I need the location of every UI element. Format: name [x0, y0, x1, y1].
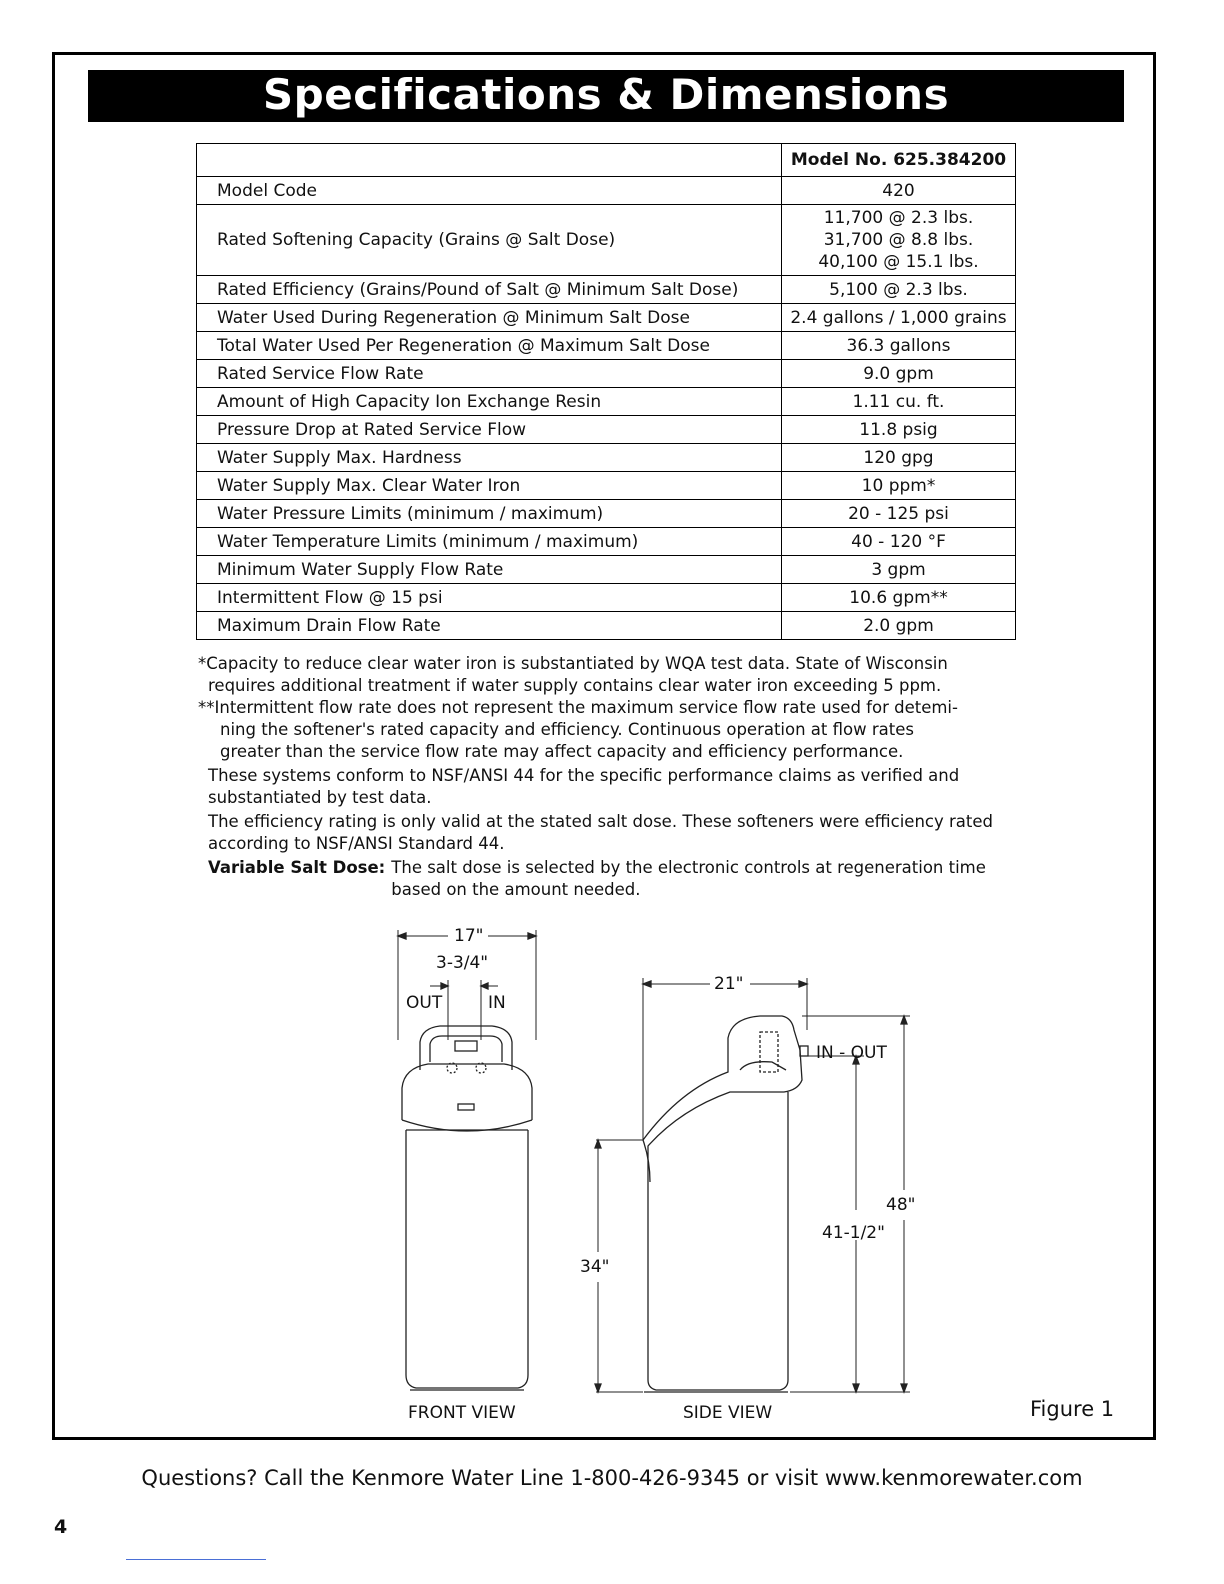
- spec-label: Total Water Used Per Regeneration @ Maximum Salt Dose: [197, 332, 782, 360]
- spec-value-line: 11.8 psig: [859, 419, 938, 440]
- spec-value-line: 20 - 125 psi: [848, 503, 949, 524]
- side-view-label: SIDE VIEW: [683, 1403, 773, 1423]
- spec-value-line: 11,700 @ 2.3 lbs.: [823, 208, 974, 228]
- note-flow-line1: **Intermittent flow rate does not represent the maximum service flow rate used for detemi-: [198, 698, 958, 717]
- spec-label: Amount of High Capacity Ion Exchange Resin: [197, 388, 782, 416]
- spec-value: [782, 416, 1016, 444]
- spec-table: [196, 143, 1016, 640]
- spec-label: Water Used During Regeneration @ Minimum Salt Dose: [197, 304, 782, 332]
- table-row: [197, 304, 1016, 332]
- table-row: [197, 205, 1016, 276]
- spec-value-line: 5,100 @ 2.3 lbs.: [829, 279, 968, 300]
- table-row: [197, 360, 1016, 388]
- spec-value: [782, 444, 1016, 472]
- spec-value: [782, 388, 1016, 416]
- spec-label: Rated Efficiency (Grains/Pound of Salt @ Minimum Salt Dose): [197, 276, 782, 304]
- dim-height-inout: 41-1/2": [822, 1223, 885, 1243]
- spec-value-line: 31,700 @ 8.8 lbs.: [823, 230, 974, 250]
- model-number-header: Model No. 625.384200: [782, 144, 1016, 177]
- spec-value: [782, 584, 1016, 612]
- table-row: [197, 388, 1016, 416]
- spec-value-line: 2.0 gpm: [863, 615, 934, 636]
- spec-value-line: 10 ppm*: [861, 475, 936, 496]
- footnotes: [198, 653, 1028, 901]
- note-efficiency: The efficiency rating is only valid at the stated salt dose. These softeners were efficiency rated according to NSF/ANSI Standard 44.: [208, 812, 993, 853]
- spec-value-line: 36.3 gallons: [846, 335, 951, 356]
- label-out: OUT: [406, 993, 443, 1013]
- side-view-drawing: [595, 978, 910, 1392]
- label-in-out: IN - OUT: [816, 1043, 887, 1063]
- spec-value: [782, 612, 1016, 640]
- spec-label: Minimum Water Supply Flow Rate: [197, 556, 782, 584]
- note-iron-line1: *Capacity to reduce clear water iron is substantiated by WQA test data. State of Wisconsin: [198, 654, 948, 673]
- spec-value-line: 420: [882, 180, 915, 201]
- spec-label: Maximum Drain Flow Rate: [197, 612, 782, 640]
- front-view-label: FRONT VIEW: [408, 1403, 516, 1423]
- spec-label: Rated Service Flow Rate: [197, 360, 782, 388]
- spec-value: [782, 177, 1016, 205]
- spec-value: [782, 556, 1016, 584]
- table-row: [197, 444, 1016, 472]
- footer-link-underline: [126, 1559, 266, 1560]
- dim-inout-spacing: 3-3/4": [436, 953, 489, 973]
- variable-salt-label: Variable Salt Dose:: [208, 858, 386, 877]
- spec-label: Water Temperature Limits (minimum / maximum): [197, 528, 782, 556]
- spec-value: [782, 528, 1016, 556]
- table-row: [197, 416, 1016, 444]
- spec-value-line: 40 - 120 °F: [851, 531, 946, 552]
- spec-label: Water Supply Max. Clear Water Iron: [197, 472, 782, 500]
- page-number: 4: [54, 1516, 68, 1538]
- dim-side-depth: 21": [714, 974, 744, 994]
- table-row: [197, 528, 1016, 556]
- spec-value: [782, 500, 1016, 528]
- table-row: [197, 500, 1016, 528]
- dim-height-shoulder: 34": [580, 1257, 610, 1277]
- figure-caption: Figure 1: [1030, 1397, 1115, 1421]
- spec-value-line: 9.0 gpm: [863, 363, 934, 384]
- spec-value-line: 120 gpg: [863, 447, 934, 468]
- note-flow-line3: greater than the service flow rate may affect capacity and efficiency performance.: [220, 742, 904, 761]
- table-header-blank: [197, 144, 782, 177]
- spec-value-line: 3 gpm: [871, 559, 926, 580]
- note-flow-line2: ning the softener's rated capacity and efficiency. Continuous operation at flow rates: [220, 720, 914, 739]
- footer-contact: Questions? Call the Kenmore Water Line 1-800-426-9345 or visit www.kenmorewater.com: [141, 1466, 1083, 1490]
- spec-value-line: 40,100 @ 15.1 lbs.: [818, 252, 979, 272]
- spec-value: [782, 332, 1016, 360]
- variable-salt-text: The salt dose is selected by the electronic controls at regeneration time based on the amount needed.: [391, 858, 986, 899]
- spec-value: [782, 276, 1016, 304]
- dimension-drawing: [380, 920, 940, 1430]
- spec-value: [782, 472, 1016, 500]
- table-row: [197, 177, 1016, 205]
- dim-height-total: 48": [886, 1195, 916, 1215]
- table-header-row: [197, 144, 1016, 177]
- spec-value-line: 2.4 gallons / 1,000 grains: [790, 307, 1007, 328]
- note-iron-line2: requires additional treatment if water supply contains clear water iron exceeding 5 ppm.: [208, 676, 942, 695]
- spec-value: [782, 304, 1016, 332]
- spec-label: Pressure Drop at Rated Service Flow: [197, 416, 782, 444]
- table-row: [197, 276, 1016, 304]
- table-row: [197, 556, 1016, 584]
- note-nsf-conform: These systems conform to NSF/ANSI 44 for the specific performance claims as verified and substantiated by test data.: [208, 766, 960, 807]
- spec-label: Water Pressure Limits (minimum / maximum): [197, 500, 782, 528]
- label-in: IN: [488, 993, 506, 1013]
- table-row: [197, 584, 1016, 612]
- spec-label: Intermittent Flow @ 15 psi: [197, 584, 782, 612]
- table-row: [197, 472, 1016, 500]
- note-variable-salt: [198, 857, 1028, 901]
- table-row: [197, 332, 1016, 360]
- table-row: [197, 612, 1016, 640]
- spec-value-line: 1.11 cu. ft.: [852, 391, 945, 412]
- spec-label: Rated Softening Capacity (Grains @ Salt Dose): [197, 205, 782, 276]
- spec-label: Model Code: [197, 177, 782, 205]
- spec-label: Water Supply Max. Hardness: [197, 444, 782, 472]
- page-title: Specifications & Dimensions: [88, 70, 1124, 122]
- dim-front-width: 17": [454, 926, 484, 946]
- spec-value: [782, 205, 1016, 276]
- spec-value: [782, 360, 1016, 388]
- spec-value-line: 10.6 gpm**: [849, 587, 948, 608]
